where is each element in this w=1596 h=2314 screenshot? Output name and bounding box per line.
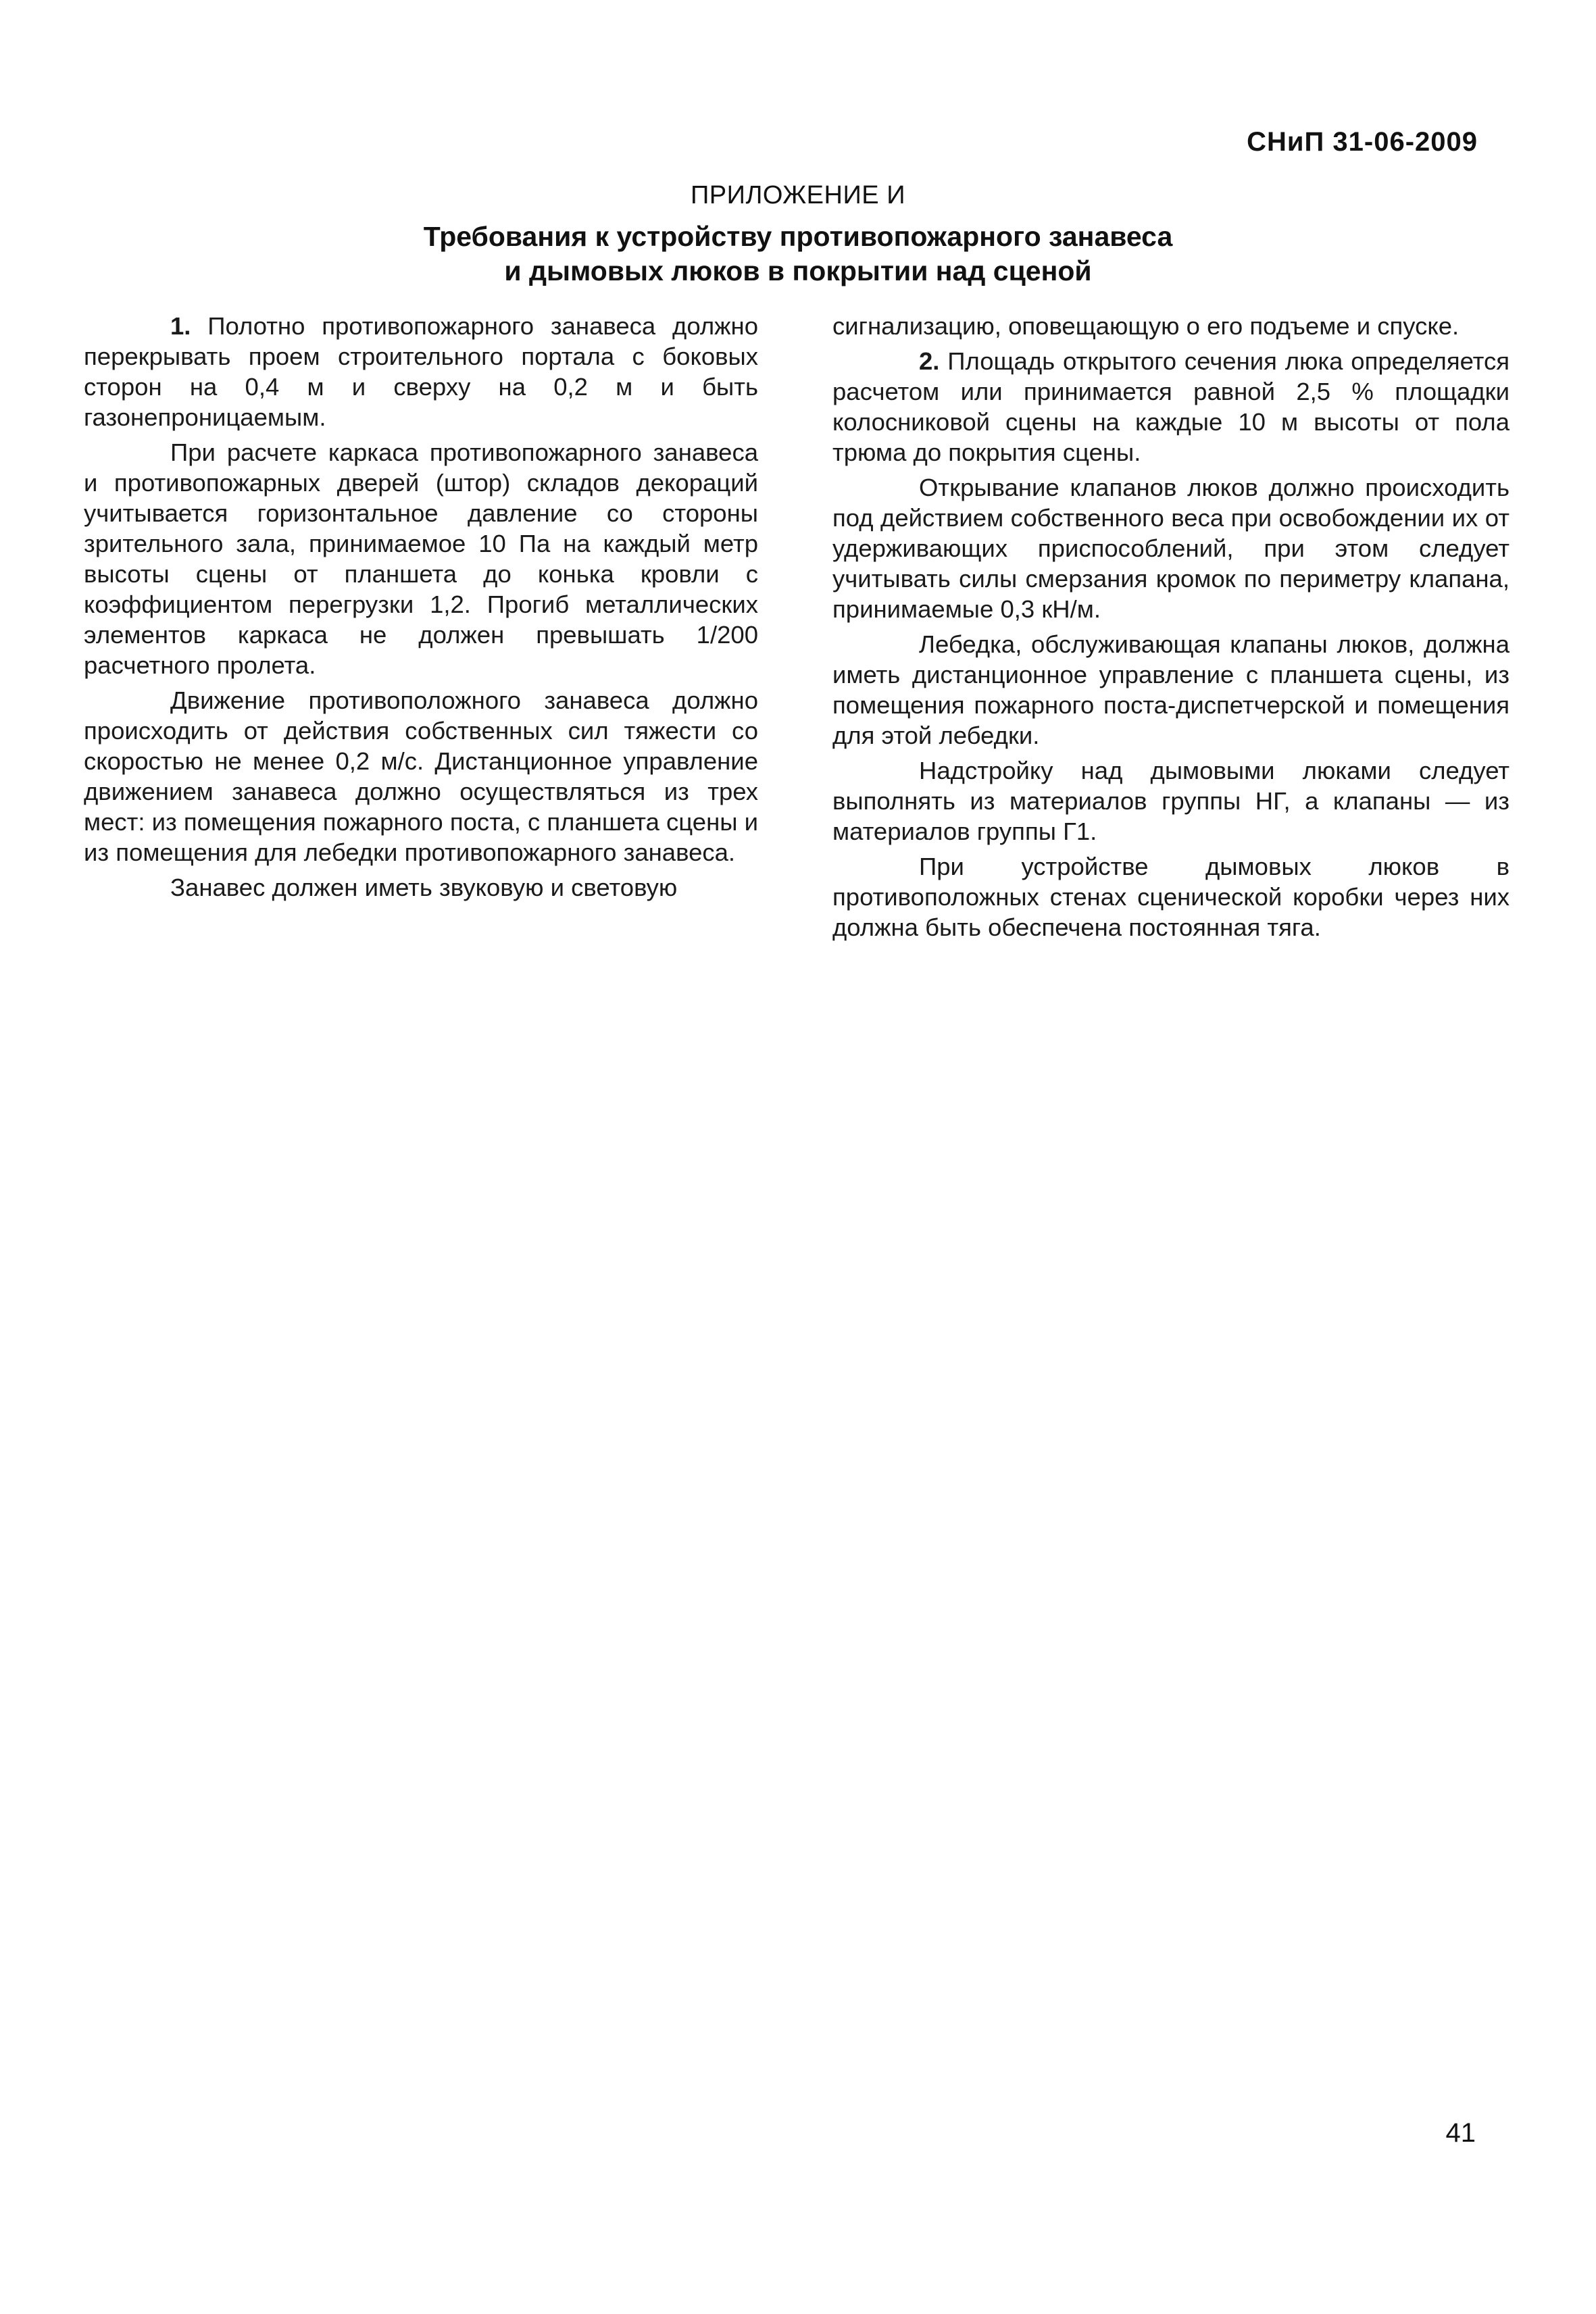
paragraph-continuation: сигнализацию, оповещающую о его подъеме и спуске. — [832, 312, 1460, 340]
left-column — [84, 311, 758, 907]
right-column — [832, 311, 1510, 947]
appendix-title-line-1: Требования к устройству противопожарного занавеса — [423, 221, 1173, 252]
appendix-label: ПРИЛОЖЕНИЕ И — [690, 181, 906, 209]
paragraph-text: Площадь открытого сечения люка определяется расчетом или принимается равной 2,5 % площадки колосниковой сцены на каждые 10 м высоты от пола трюма до покрытия сцены. — [832, 347, 1510, 466]
paragraph: При расчете каркаса противопожарного занавеса и противопожарных дверей (штор) складов декораций учитывается горизонтальное давление со стороны зрительного зала, принимаемое 10 Па на каждый метр высоты сцены от планшета до конька кровли с коэффициентом перегрузки 1,2. Прогиб металлических элементов каркаса не должен превышать 1/200 расчетного пролета. — [84, 438, 758, 679]
page-number: 41 — [1445, 2118, 1476, 2148]
document-code: СНиП 31-06-2009 — [1247, 127, 1478, 157]
paragraph: Открывание клапанов люков должно происходить под действием собственного веса при освобождении их от удерживающих приспособлений, при этом следует учитывать силы смерзания кромок по периметру клапана, принимаемые 0,3 кН/м. — [832, 474, 1510, 623]
item-number: 1. — [170, 312, 191, 340]
paragraph-item-1 — [84, 311, 758, 432]
appendix-title-line-2: и дымовых люков в покрытии над сценой — [504, 255, 1092, 286]
paragraph: Занавес должен иметь звуковую и световую — [170, 874, 678, 901]
item-number: 2. — [919, 347, 940, 375]
paragraph-item-2 — [832, 346, 1510, 468]
paragraph: Лебедка, обслуживающая клапаны люков, должна иметь дистанционное управление с планшета сцены, из помещения пожарного поста-диспетчерской и помещения для этой лебедки. — [832, 630, 1510, 749]
paragraph: При устройстве дымовых люков в противоположных стенах сценической коробки через них должна быть обеспечена постоянная тяга. — [832, 853, 1510, 941]
appendix-title — [0, 220, 1596, 288]
paragraph: Движение противоположного занавеса должно происходить от действия собственных сил тяжести со скоростью не менее 0,2 м/с. Дистанционное управление движением занавеса должно осуществляться из трех мест: из помещения пожарного поста, с планшета сцены и из помещения для лебедки противопожарного занавеса. — [84, 686, 759, 866]
paragraph: Надстройку над дымовыми люками следует выполнять из материалов группы НГ, а клапаны — из материалов группы Г1. — [832, 757, 1510, 845]
paragraph-text: Полотно противопожарного занавеса должно перекрывать проем строительного портала с боковых сторон на 0,4 м и сверху на 0,2 м и быть газонепроницаемым. — [84, 312, 758, 431]
